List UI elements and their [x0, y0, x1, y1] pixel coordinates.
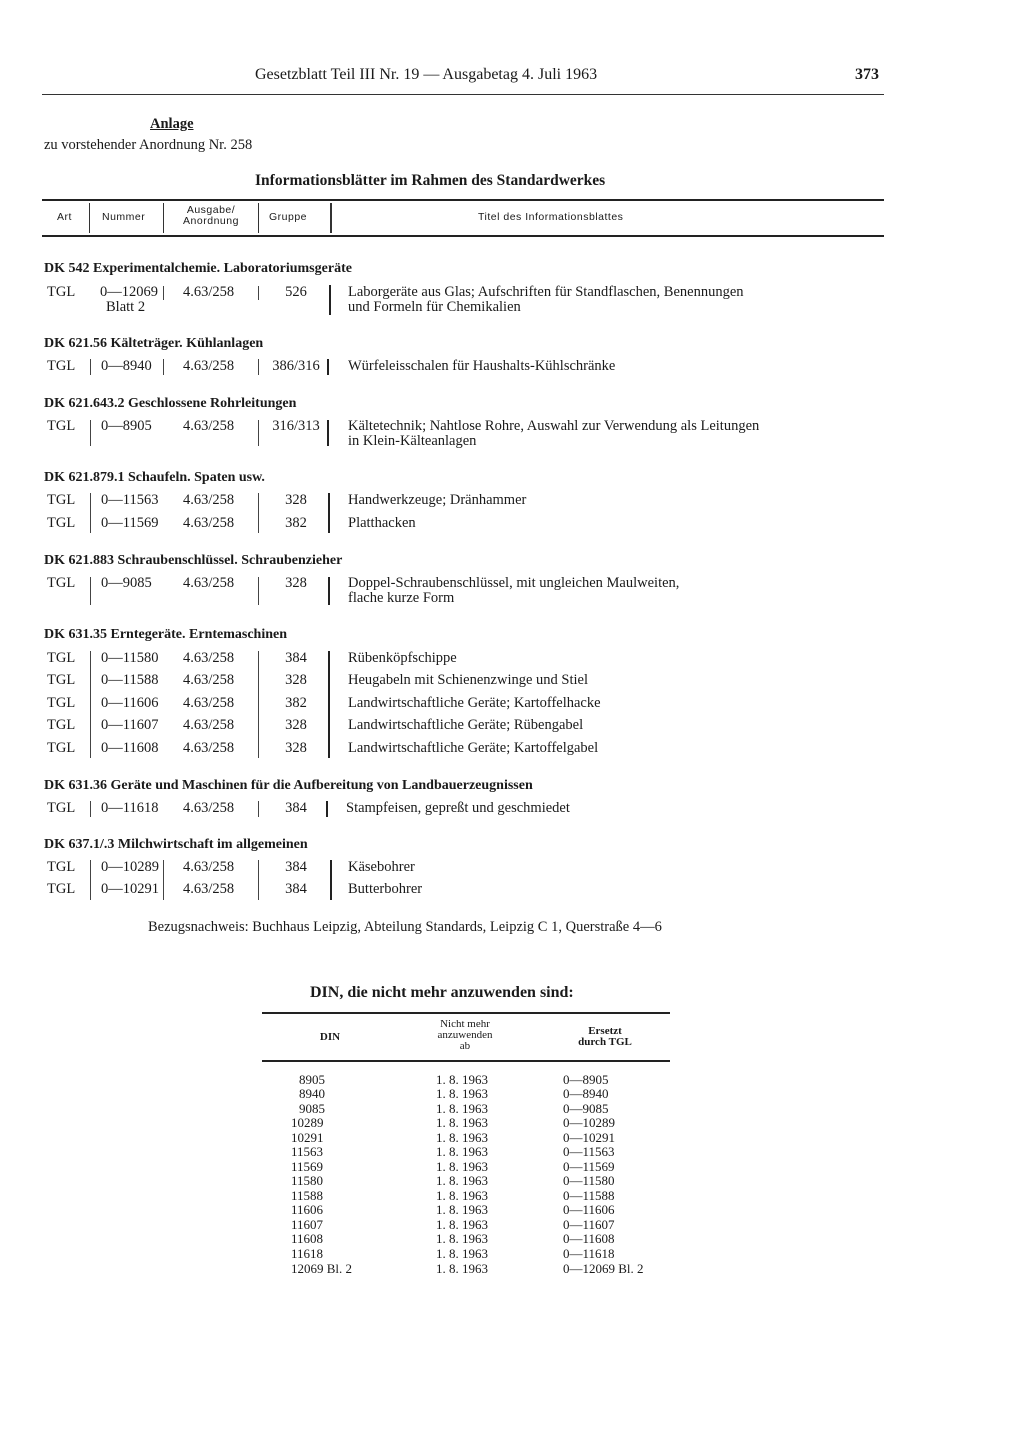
din-table-row [0, 1217, 1024, 1232]
dk-section-heading: DK 637.1/.3 Milchwirtschaft im allgemeinen [44, 837, 308, 852]
row-divider [258, 860, 259, 900]
dk-section-heading: DK 621.643.2 Geschlossene Rohrleitungen [44, 396, 297, 411]
table-row [0, 358, 1024, 378]
cell-nummer: 0—11608 [101, 740, 159, 756]
dk-section-heading: DK 621.883 Schraubenschlüssel. Schraubenzieher [44, 553, 343, 568]
din-table-row [0, 1072, 1024, 1087]
cell-ausgabe: 4.63/258 [183, 695, 235, 711]
row-divider [163, 860, 164, 900]
din-column-header-nicht-mehr [410, 1019, 520, 1052]
cell-titel-line2: flache kurze Form [348, 590, 455, 606]
cell-art: TGL [47, 859, 76, 875]
column-divider [89, 203, 90, 233]
row-divider [163, 286, 164, 300]
din-cell: 12069 Bl. 2 [291, 1261, 353, 1276]
cell-ausgabe: 4.63/258 [183, 740, 235, 756]
din-table-row [0, 1101, 1024, 1116]
column-header-ausgabe-line2: Anordnung [183, 215, 239, 227]
cell-gruppe: 316/313 [272, 418, 320, 434]
row-divider [90, 420, 91, 446]
row-divider [90, 651, 91, 758]
cell-titel: Handwerkzeuge; Dränhammer [348, 492, 527, 508]
table-row [0, 717, 1024, 737]
cell-nummer: 0—11563 [101, 492, 159, 508]
cell-art: TGL [47, 881, 76, 897]
cell-titel: Butterbohrer [348, 881, 423, 897]
header-rule [42, 94, 884, 95]
cell-art: TGL [47, 650, 76, 666]
cell-ausgabe: 4.63/258 [183, 881, 235, 897]
din-cell: 11607 [291, 1217, 324, 1232]
cell-titel: Würfeleisschalen für Haushalts-Kühlschränke [348, 358, 616, 374]
table-row [0, 650, 1024, 670]
table-row [0, 515, 1024, 535]
din-table-row [0, 1261, 1024, 1276]
cell-art: TGL [47, 358, 76, 374]
cell-ausgabe: 4.63/258 [183, 492, 235, 508]
row-divider [327, 359, 329, 375]
row-divider [328, 577, 330, 605]
ab-cell: 1. 8. 1963 [436, 1246, 488, 1261]
table-row-continuation [0, 299, 1024, 319]
cell-gruppe: 386/316 [272, 358, 320, 374]
cell-ausgabe: 4.63/258 [183, 284, 235, 300]
row-divider [163, 359, 164, 375]
ab-cell: 1. 8. 1963 [436, 1231, 488, 1246]
cell-nummer: 0—11606 [101, 695, 159, 711]
din-table-row [0, 1115, 1024, 1130]
cell-gruppe: 328 [285, 740, 307, 756]
cell-gruppe: 328 [285, 575, 307, 591]
cell-art: TGL [47, 515, 76, 531]
row-divider [258, 420, 259, 446]
cell-gruppe: 382 [285, 515, 307, 531]
column-divider [330, 203, 332, 233]
din-table-top-rule [262, 1012, 670, 1014]
tgl-cell: 0—11569 [563, 1159, 615, 1174]
dk-section-heading: DK 542 Experimentalchemie. Laboratoriumsgeräte [44, 261, 352, 276]
row-divider [258, 651, 259, 758]
din-table-row [0, 1159, 1024, 1174]
tgl-cell: 0—11606 [563, 1202, 615, 1217]
din-cell: 8905 [299, 1072, 325, 1087]
cell-nummer: 0—11569 [101, 515, 159, 531]
din-cell: 11618 [291, 1246, 324, 1261]
column-header-ausgabe-line1: Ausgabe/ [186, 204, 236, 216]
ab-cell: 1. 8. 1963 [436, 1072, 488, 1087]
table-row [0, 881, 1024, 901]
cell-art: TGL [47, 717, 76, 733]
cell-titel: Laborgeräte aus Glas; Aufschriften für Standflaschen, Benennungen [348, 284, 744, 300]
row-divider [90, 577, 91, 605]
din-column-header-ersetzt-line2: durch TGL [578, 1036, 632, 1048]
cell-art: TGL [47, 492, 76, 508]
cell-gruppe: 384 [285, 800, 307, 816]
din-cell: 9085 [299, 1101, 325, 1116]
cell-titel: Rübenköpfschippe [348, 650, 457, 666]
cell-nummer: 0—11580 [101, 650, 159, 666]
cell-art: TGL [47, 695, 76, 711]
cell-nummer: 0—11588 [101, 672, 159, 688]
ab-cell: 1. 8. 1963 [436, 1173, 488, 1188]
row-divider [258, 493, 259, 533]
ab-cell: 1. 8. 1963 [436, 1188, 488, 1203]
cell-titel: Heugabeln mit Schienenzwinge und Stiel [348, 672, 589, 688]
column-header-titel: Titel des Informationsblattes [478, 211, 624, 223]
row-divider [326, 801, 328, 817]
cell-gruppe: 328 [285, 717, 307, 733]
ab-cell: 1. 8. 1963 [436, 1144, 488, 1159]
ab-cell: 1. 8. 1963 [436, 1115, 488, 1130]
cell-gruppe: 384 [285, 650, 307, 666]
cell-ausgabe: 4.63/258 [183, 650, 235, 666]
cell-art: TGL [47, 672, 76, 688]
cell-nummer: 0—10289 [101, 859, 159, 875]
row-divider [258, 286, 259, 300]
din-cell: 11608 [291, 1231, 324, 1246]
tgl-cell: 0—11580 [563, 1173, 615, 1188]
tgl-cell: 0—8940 [563, 1086, 609, 1101]
din-table-row [0, 1130, 1024, 1145]
din-cell: 11569 [291, 1159, 324, 1174]
cell-art: TGL [47, 418, 76, 434]
table-row [0, 672, 1024, 692]
cell-nummer: 0—9085 [101, 575, 152, 591]
column-divider [258, 203, 259, 233]
cell-nummer: 0—12069 [100, 284, 158, 300]
cell-ausgabe: 4.63/258 [183, 800, 235, 816]
dk-section-heading: DK 621.879.1 Schaufeln. Spaten usw. [44, 470, 265, 485]
din-cell: 11606 [291, 1202, 324, 1217]
column-header-gruppe: Gruppe [269, 211, 308, 223]
din-cell: 10289 [291, 1115, 324, 1130]
cell-art: TGL [47, 575, 76, 591]
running-header: Gesetzblatt Teil III Nr. 19 — Ausgabetag 4. Juli 1963 [255, 66, 598, 83]
cell-art: TGL [47, 740, 76, 756]
tgl-cell: 0—10291 [563, 1130, 615, 1145]
table-top-rule [42, 199, 884, 201]
din-column-header-nicht-mehr-line2: anzuwenden [437, 1029, 493, 1041]
table-row [0, 695, 1024, 715]
tgl-cell: 0—11608 [563, 1231, 615, 1246]
din-column-header-din: DIN [319, 1031, 341, 1043]
ab-cell: 1. 8. 1963 [436, 1101, 488, 1116]
cell-nummer: 0—11607 [101, 717, 159, 733]
row-divider [330, 860, 332, 900]
cell-ausgabe: 4.63/258 [183, 515, 235, 531]
din-column-header-nicht-mehr-line1: Nicht mehr [440, 1018, 490, 1030]
din-table-row [0, 1173, 1024, 1188]
page-number: 373 [855, 66, 879, 83]
info-table-heading: Informationsblätter im Rahmen des Standardwerkes [255, 172, 606, 189]
table-row-continuation [0, 590, 1024, 610]
din-table-row [0, 1202, 1024, 1217]
tgl-cell: 0—12069 Bl. 2 [563, 1261, 644, 1276]
cell-gruppe: 384 [285, 859, 307, 875]
din-column-header-ersetzt [550, 1026, 660, 1048]
row-divider [328, 493, 330, 533]
cell-nummer-line2: Blatt 2 [106, 299, 146, 315]
tgl-cell: 0—11588 [563, 1188, 615, 1203]
column-header-nummer: Nummer [102, 211, 146, 223]
table-row [0, 859, 1024, 879]
cell-nummer: 0—8940 [101, 358, 152, 374]
cell-art: TGL [47, 284, 76, 300]
cell-nummer: 0—11618 [101, 800, 159, 816]
cell-gruppe: 382 [285, 695, 307, 711]
cell-titel: Landwirtschaftliche Geräte; Rübengabel [348, 717, 584, 733]
cell-titel: Platthacken [348, 515, 416, 531]
tgl-cell: 0—9085 [563, 1101, 609, 1116]
ab-cell: 1. 8. 1963 [436, 1217, 488, 1232]
table-row-continuation [0, 433, 1024, 453]
row-divider [329, 285, 331, 315]
row-divider [328, 651, 330, 758]
cell-titel: Käsebohrer [348, 859, 415, 875]
cell-titel: Landwirtschaftliche Geräte; Kartoffelhacke [348, 695, 601, 711]
row-divider [258, 359, 259, 375]
din-cell: 11588 [291, 1188, 324, 1203]
row-divider [258, 577, 259, 605]
column-header-art: Art [57, 211, 72, 223]
din-table-row [0, 1086, 1024, 1101]
din-column-header-nicht-mehr-line3: ab [459, 1040, 471, 1052]
ab-cell: 1. 8. 1963 [436, 1086, 488, 1101]
din-cell: 11580 [291, 1173, 324, 1188]
cell-titel-line2: und Formeln für Chemikalien [348, 299, 521, 315]
tgl-cell: 0—11607 [563, 1217, 615, 1232]
din-cell: 8940 [299, 1086, 325, 1101]
din-table-heading: DIN, die nicht mehr anzuwenden sind: [310, 984, 574, 1001]
column-header-ausgabe [172, 205, 250, 227]
din-cell: 11563 [291, 1144, 324, 1159]
cell-ausgabe: 4.63/258 [183, 672, 235, 688]
tgl-cell: 0—11618 [563, 1246, 615, 1261]
column-divider [163, 203, 164, 233]
source-reference: Bezugsnachweis: Buchhaus Leipzig, Abteilung Standards, Leipzig C 1, Querstraße 4—6 [148, 919, 662, 935]
cell-titel-line2: in Klein-Kälteanlagen [348, 433, 477, 449]
cell-titel: Stampfeisen, gepreßt und geschmiedet [346, 800, 570, 816]
table-row [0, 492, 1024, 512]
tgl-cell: 0—11563 [563, 1144, 615, 1159]
cell-gruppe: 328 [285, 492, 307, 508]
dk-section-heading: DK 631.35 Erntegeräte. Erntemaschinen [44, 627, 288, 642]
cell-nummer: 0—10291 [101, 881, 159, 897]
row-divider [258, 801, 259, 817]
table-row [0, 800, 1024, 820]
din-cell: 10291 [291, 1130, 324, 1145]
din-table-row [0, 1188, 1024, 1203]
cell-gruppe: 384 [285, 881, 307, 897]
din-table-header-rule [262, 1060, 670, 1062]
table-header-rule [42, 235, 884, 237]
din-table-row [0, 1246, 1024, 1261]
din-table-row [0, 1144, 1024, 1159]
cell-art: TGL [47, 800, 76, 816]
row-divider [90, 359, 91, 375]
dk-section-heading: DK 621.56 Kälteträger. Kühlanlagen [44, 336, 264, 351]
tgl-cell: 0—8905 [563, 1072, 609, 1087]
ab-cell: 1. 8. 1963 [436, 1261, 488, 1276]
table-row [0, 740, 1024, 760]
ab-cell: 1. 8. 1963 [436, 1130, 488, 1145]
ab-cell: 1. 8. 1963 [436, 1159, 488, 1174]
cell-gruppe: 526 [285, 284, 307, 300]
cell-gruppe: 328 [285, 672, 307, 688]
din-table-row [0, 1231, 1024, 1246]
cell-ausgabe: 4.63/258 [183, 717, 235, 733]
cell-titel: Kältetechnik; Nahtlose Rohre, Auswahl zur Verwendung als Leitungen [348, 418, 760, 434]
row-divider [327, 420, 329, 446]
cell-ausgabe: 4.63/258 [183, 358, 235, 374]
cell-titel: Landwirtschaftliche Geräte; Kartoffelgabel [348, 740, 599, 756]
cell-ausgabe: 4.63/258 [183, 418, 235, 434]
ab-cell: 1. 8. 1963 [436, 1202, 488, 1217]
din-column-header-ersetzt-line1: Ersetzt [588, 1025, 622, 1037]
tgl-cell: 0—10289 [563, 1115, 615, 1130]
anlage-title: Anlage [150, 116, 194, 132]
cell-nummer: 0—8905 [101, 418, 152, 434]
dk-section-heading: DK 631.36 Geräte und Maschinen für die Aufbereitung von Landbauerzeugnissen [44, 778, 533, 793]
anlage-subtitle: zu vorstehender Anordnung Nr. 258 [44, 137, 253, 153]
cell-ausgabe: 4.63/258 [183, 859, 235, 875]
cell-titel: Doppel-Schraubenschlüssel, mit ungleichen Maulweiten, [348, 575, 680, 591]
row-divider [90, 493, 91, 533]
row-divider [90, 801, 91, 817]
cell-ausgabe: 4.63/258 [183, 575, 235, 591]
row-divider [90, 860, 91, 900]
